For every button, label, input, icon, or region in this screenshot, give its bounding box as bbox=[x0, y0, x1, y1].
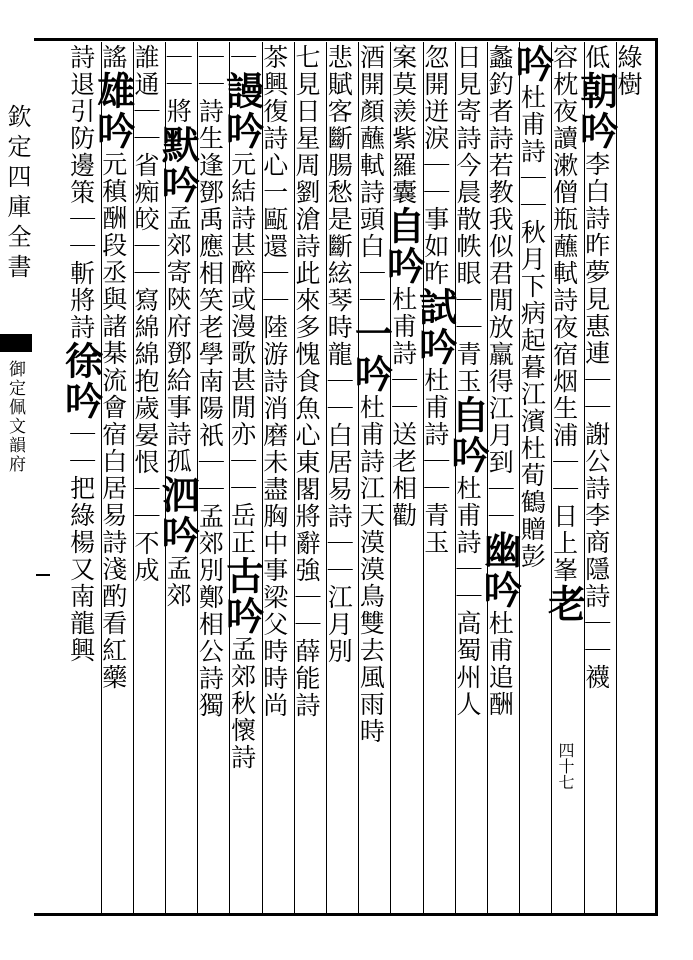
text-segment: ｜｜ bbox=[420, 448, 450, 502]
text-column bbox=[58, 44, 104, 910]
text-segment: ｜｜ bbox=[131, 98, 160, 152]
text-segment: ｜｜ bbox=[195, 449, 225, 503]
text-segment: ｜｜ bbox=[356, 260, 386, 314]
text-segment: 高蜀州人 bbox=[453, 610, 482, 718]
text-segment: ｜｜ bbox=[227, 448, 257, 502]
column-rule bbox=[165, 42, 166, 914]
text-segment: ｜｜ bbox=[324, 530, 354, 584]
text-segment: 孟郊 bbox=[163, 555, 193, 609]
text-segment: 謠 bbox=[98, 44, 128, 71]
headword: 徐吟 bbox=[58, 341, 104, 421]
text-segment: 元稹酬段丞與諸棊流會宿 bbox=[98, 151, 128, 448]
section-title: 御定佩文韻府 bbox=[5, 360, 25, 474]
text-segment: 不成 bbox=[131, 530, 160, 584]
column-rule bbox=[262, 42, 263, 914]
text-segment: ｜｜ bbox=[66, 206, 96, 260]
text-segment: ｜｜ bbox=[581, 610, 611, 664]
text-segment: 寫綿綿 bbox=[131, 287, 160, 368]
text-segment: 杜甫詩 bbox=[517, 84, 547, 165]
text-segment: 送老相勸 bbox=[388, 421, 418, 529]
text-segment: ｜｜ bbox=[517, 165, 547, 219]
text-segment: ｜｜ bbox=[195, 44, 225, 98]
column-rule bbox=[133, 42, 134, 914]
page-number: 四十七 bbox=[556, 742, 575, 790]
text-segment: ｜｜ bbox=[324, 368, 354, 422]
column-rule bbox=[584, 42, 585, 914]
text-segment: 抱歲晏恨 bbox=[131, 368, 160, 476]
text-segment: 江月別 bbox=[324, 584, 354, 665]
headword: 幽吟 bbox=[477, 530, 523, 610]
text-segment: 省痴皎 bbox=[131, 152, 160, 233]
text-segment: 蠡釣者詩若教我似君閒放羸得江月到 bbox=[485, 44, 515, 476]
headword: 泗吟 bbox=[155, 475, 201, 555]
text-segment: 日見寄詩今晨散帙眼 bbox=[453, 44, 482, 287]
headword: 默吟 bbox=[155, 125, 201, 205]
text-segment: 秋月下病起暮江濱杜荀鶴贈彭 bbox=[517, 219, 547, 570]
text-segment: 時龍 bbox=[324, 314, 354, 368]
text-segment: ｜｜ bbox=[131, 233, 160, 287]
column-rule bbox=[197, 42, 198, 914]
headword: 吟 bbox=[509, 44, 555, 84]
text-segment: 孟郊秋懷詩 bbox=[227, 636, 257, 771]
text-segment: 杜甫詩江天漠漠鳥雙去風雨時 bbox=[356, 394, 386, 745]
text-segment: 容枕夜讀漱僧瓶蘸軾詩夜宿烟生浦 bbox=[549, 44, 579, 449]
column-rule bbox=[101, 42, 102, 914]
text-segment: 杜甫詩 bbox=[388, 286, 418, 367]
text-segment: ｜｜ bbox=[163, 44, 193, 98]
text-segment: 茶興復詩心一甌還 bbox=[259, 44, 289, 260]
headword: 試吟 bbox=[412, 287, 458, 367]
headword: 自吟 bbox=[380, 206, 426, 286]
text-segment: 杜甫詩 bbox=[420, 367, 450, 448]
column-rule bbox=[423, 42, 424, 914]
column-rule bbox=[229, 42, 230, 914]
page-margin bbox=[0, 38, 34, 916]
column-rule bbox=[455, 42, 456, 914]
text-segment: 日上峯 bbox=[549, 503, 579, 584]
text-segment: 悲賦客斷腸愁是斷絃琴 bbox=[324, 44, 354, 314]
text-segment: 七見日星周劉滄詩此來多愧食魚心東閣將辭強 bbox=[292, 44, 321, 584]
text-segment: ｜｜ bbox=[453, 287, 482, 341]
text-segment: 忽開迸淚 bbox=[420, 44, 450, 152]
text-segment: 綠樹 bbox=[614, 44, 643, 98]
text-segment: 詩生逢鄧禹應相笑老學南陽祇 bbox=[195, 98, 225, 449]
fishtail-mark bbox=[0, 334, 32, 352]
text-segment: 事如昨 bbox=[420, 206, 450, 287]
text-segment: 低 bbox=[581, 44, 611, 71]
column-rule bbox=[519, 42, 520, 914]
text-segment: ｜｜ bbox=[292, 584, 321, 638]
text-segment: 孟郊寄陝府鄧給事詩孤 bbox=[163, 205, 193, 475]
text-segment: ｜｜ bbox=[581, 367, 611, 421]
text-segment: ｜｜ bbox=[388, 367, 418, 421]
text-segment: 杜甫詩 bbox=[453, 475, 482, 556]
column-rule bbox=[358, 42, 359, 914]
text-segment: 孟郊別鄭相公詩獨 bbox=[195, 503, 225, 719]
headword: 朝吟 bbox=[573, 71, 619, 151]
headword: 一吟 bbox=[348, 314, 394, 394]
text-segment: ｜｜ bbox=[259, 260, 289, 314]
column-rule bbox=[487, 42, 488, 914]
headword: 謾吟 bbox=[219, 71, 265, 151]
text-segment: 謝公詩李商隱詩 bbox=[581, 421, 611, 610]
text-segment: 白居易詩淺酌看紅藥 bbox=[98, 448, 128, 691]
book-title: 欽定四庫全書 bbox=[3, 104, 31, 284]
text-segment: 元結詩甚醉或漫歌甚閒亦 bbox=[227, 151, 257, 448]
headword: 古吟 bbox=[219, 556, 265, 636]
margin-tick bbox=[36, 574, 50, 576]
text-segment: 將 bbox=[163, 98, 193, 125]
text-segment: 青玉 bbox=[420, 502, 450, 556]
column-rule bbox=[326, 42, 327, 914]
column-rule bbox=[616, 42, 617, 914]
headword: 雄吟 bbox=[90, 71, 136, 151]
headword: 自吟 bbox=[445, 395, 490, 475]
text-segment: ｜｜ bbox=[453, 556, 482, 610]
text-segment: 李白詩昨夢見惠連 bbox=[581, 151, 611, 367]
column-rule bbox=[294, 42, 295, 914]
text-segment: 案莫羨紫羅囊 bbox=[388, 44, 418, 206]
text-segment: ｜｜ bbox=[66, 421, 96, 475]
text-segment: ｜｜ bbox=[549, 449, 579, 503]
text-segment: 白居易詩 bbox=[324, 422, 354, 530]
text-segment: 青玉 bbox=[453, 341, 482, 395]
text-segment: 襪 bbox=[581, 664, 611, 691]
text-segment: ｜｜ bbox=[420, 152, 450, 206]
text-segment: 斬將詩 bbox=[66, 260, 96, 341]
headword: 老 bbox=[541, 584, 587, 624]
column-rule bbox=[551, 42, 552, 914]
text-segment: 薛能詩 bbox=[292, 638, 321, 719]
text-segment: 酒開顏蘸軾詩頭白 bbox=[356, 44, 386, 260]
text-segment: ｜｜ bbox=[485, 476, 515, 530]
text-segment: 陸游詩消磨未盡胸中事梁父時時尚 bbox=[259, 314, 289, 719]
text-segment: 誰通 bbox=[131, 44, 160, 98]
text-segment: ｜｜ bbox=[131, 476, 160, 530]
text-segment: 杜甫追酬 bbox=[485, 610, 515, 718]
text-segment: 把綠楊又南龍興 bbox=[66, 475, 96, 664]
column-rule bbox=[390, 42, 391, 914]
text-segment: 岳正 bbox=[227, 502, 257, 556]
text-segment: 詩退引防邊策 bbox=[66, 44, 96, 206]
text-segment: ｜ bbox=[227, 44, 257, 71]
